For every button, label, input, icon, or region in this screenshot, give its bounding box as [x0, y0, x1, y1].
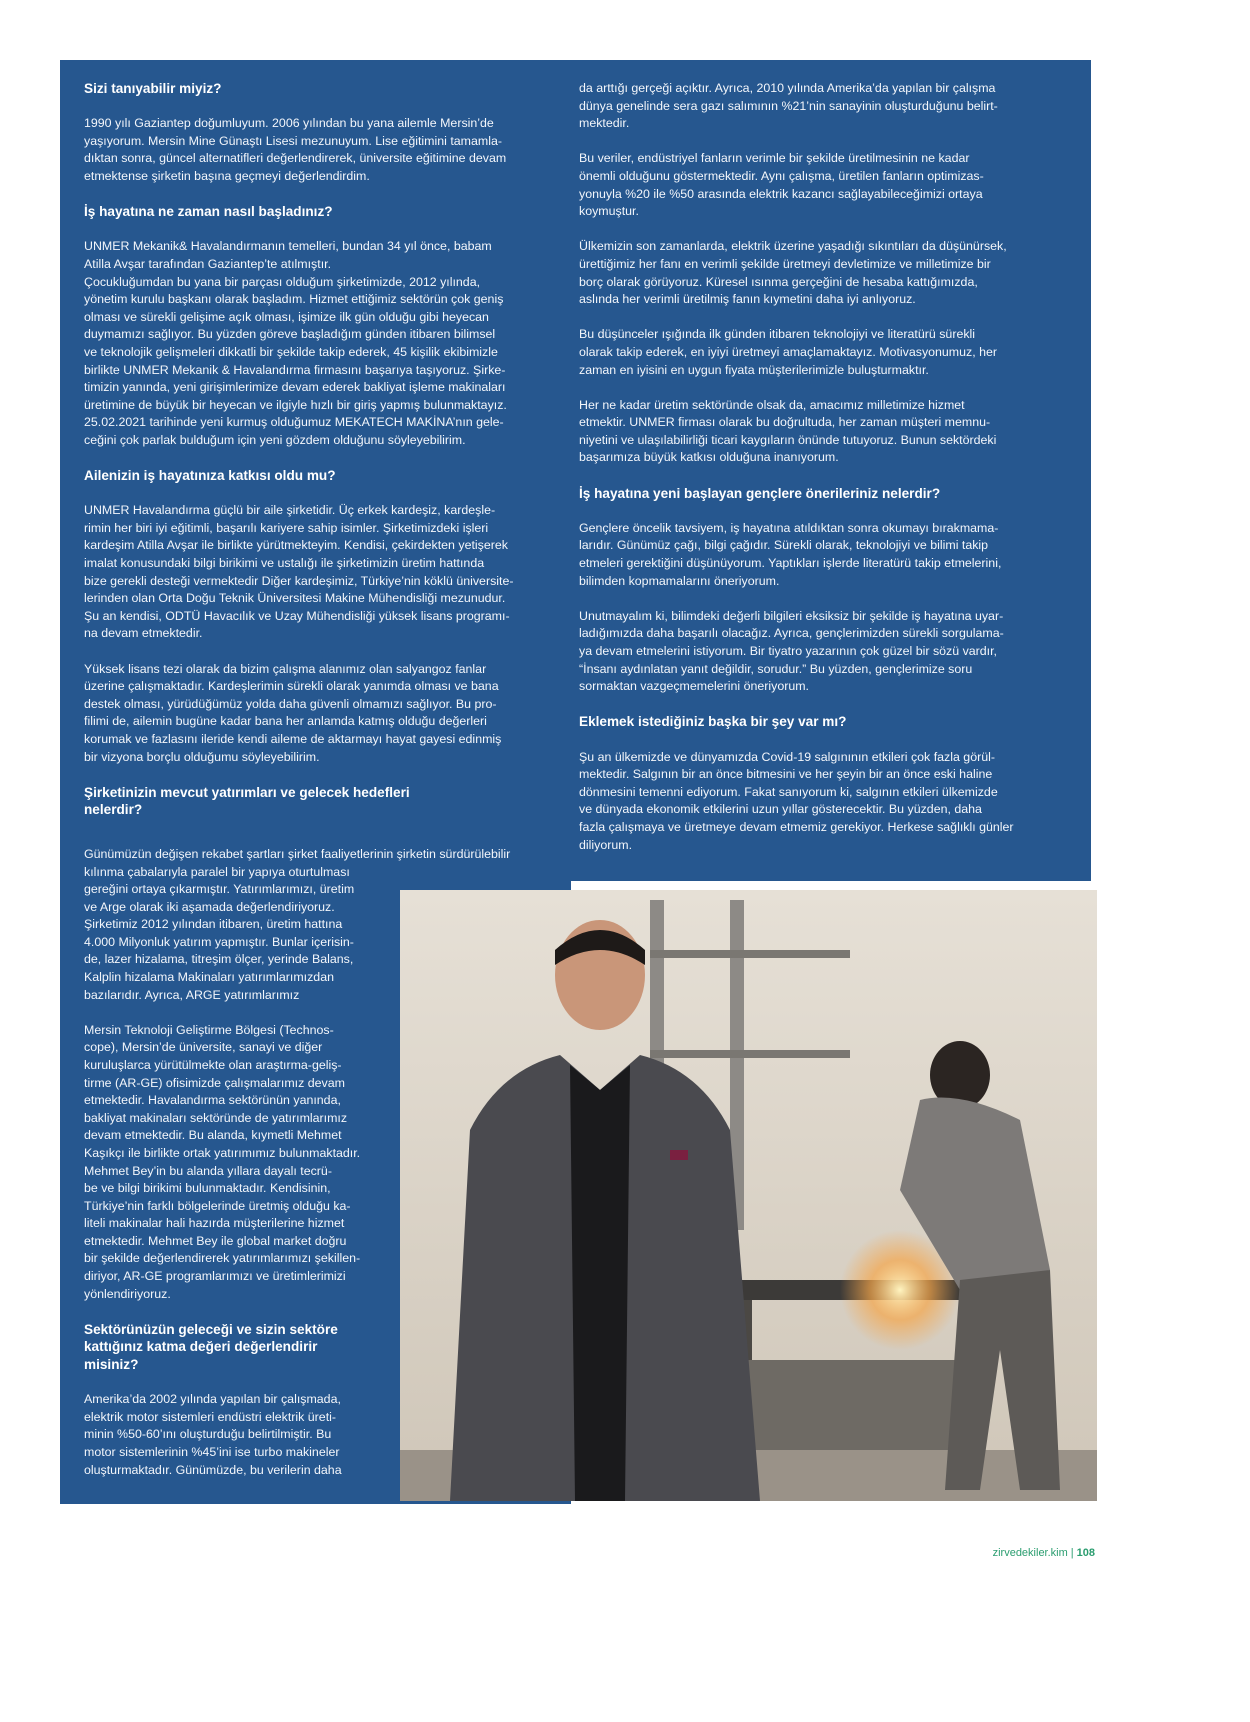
section-heading: Şirketinizin mevcut yatırımları ve gelecek hedefleri nelerdir? [84, 784, 410, 818]
body-paragraph: UNMER Mekanik& Havalandırmanın temelleri, bundan 34 yıl önce, babam Atilla Avşar tarafından Gaziantep’te atılmıştır. Çocukluğumdan bu yana bir parçası olduğum şirketimizde, 2012 yılında, yönetim kurulu başkanı olarak başladım. Hizmet ettiğimiz sektörün çok geniş olması ve sürekli gelişime açık olması, işimize ilk gün olduğu gibi heyecan duymamızı sağlıyor. Bu yüzden göreve başladığım günden itibaren bilimsel ve teknolojik gelişmeleri dikkatli bir şekilde takip ederek, 45 kişilik ekibimizle birlikte UNMER Mekanik & Havalandırma firmasını başarıya taşıyoruz. Şirke- timizin yanında, yeni girişimlerimize devam ederek bakliyat işleme makinaları üretimine de büyük bir heyecan ve ilgiyle hızlı bir giriş yapmış bulunmaktayız. 25.02.2021 tarihinde yeni kurmuş olduğumuz MEKATECH MAKİNA’nın gele- ceğini çok parlak bulduğum için yeni gözdem olduğunu söyleyebilirim. [84, 239, 507, 447]
left-column [84, 80, 562, 837]
body-paragraph: UNMER Havalandırma güçlü bir aile şirketidir. Üç erkek kardeşiz, kardeşle- rimin her biri iyi eğitimli, başarılı kariyere sahip isimler. Şirketimizdeki işleri kardeşim Atilla Avşar ile birlikte yürütmekteyim. Kendisi, çekirdekten yetişerek imalat konusundaki bilgi birikimi ve ustalığı ile şirketimizin üretim hattında bize gerekli desteği vermektedir Diğer kardeşimiz, Türkiye’nin köklü üniversite- lerinden olan Orta Doğu Teknik Üniversitesi Makine Mühendisliği mezunudur. Şu an kendisi, ODTÜ Havacılık ve Uzay Mühendisliği yüksek lisans programı- na devam etmektedir. [84, 503, 514, 641]
body-paragraph: Bu düşünceler ışığında ilk günden itibaren teknolojiyi ve literatürü sürekli olarak takip ederek, en iyiyi üretmeyi amaçlamaktayız. Motivasyonumuz, her zaman en iyisini en uygun fiyata müşterilerimizle buluşturmaktır. [579, 327, 998, 377]
section-heading: Sektörünüzün geleceği ve sizin sektöre kattığınız katma değeri değerlendirir misiniz? [84, 1321, 338, 1373]
body-paragraph: Ülkemizin son zamanlarda, elektrik üzerine yaşadığı sıkıntıları da düşünürsek, ürettiğimiz her fanı en verimli şekilde üretmeyi devletimize ve milletimize bir borç olarak görüyoruz. Küresel ısınma gerçeğini de hesaba kattığımızda, aslında her verimli üretilmiş fanın kıymetini daha iyi anlıyoruz. [579, 239, 1007, 307]
right-column [579, 80, 1079, 872]
body-paragraph: Mersin Teknoloji Geliştirme Bölgesi (Technos- cope), Mersin’de üniversite, sanayi ve diğer kuruluşlarca yürütülmekte olan araştırma-geliş- tirme (AR-GE) ofisimizde çalışmalarımız devam etmektedir. Havalandırma sektörünün yanında, bakliyat makinaları sektöründe de yatırımlarımız devam etmektedir. Bu alanda, kıymetli Mehmet Kaşıkçı ile birlikte ortak yatırımımız bulunmaktadır. Mehmet Bey’in bu alanda yıllara dayalı tecrü- be ve bilgi birikimi bulunmaktadır. Kendisinin, Türkiye’nin farklı bölgelerinde üretmiş olduğu ka- liteli makinalar hali hazırda müşterilerine hizmet etmektedir. Mehmet Bey ile global market doğru bir şekilde değerlendirerek yatırımlarımızı şekillen- diriyor, AR-GE programlarımızı ve üretimlerimizi yönlendiriyoruz. [84, 1022, 361, 1301]
body-paragraph: Bu veriler, endüstriyel fanların verimle bir şekilde üretilmesinin ne kadar önemli olduğunu göstermektedir. Aynı çalışma, üretilen fanların optimizas- yonuyla %20 ile %50 arasında elektrik kazancı sağlayabileceğimizi ortaya koymuştur. [579, 151, 984, 219]
section-heading: Ailenizin iş hayatınıza katkısı oldu mu? [84, 468, 336, 484]
left-lower-intro: Günümüzün değişen rekabet şartları şirket faaliyetlerinin şirketin sürdürülebilir kılınma çabalarıyla paralel bir yapıya oturtulması [84, 847, 511, 879]
body-paragraph: da arttığı gerçeği açıktır. Ayrıca, 2010 yılında Amerika’da yapılan bir çalışma dünya genelinde sera gazı salımının %21’nin sanayinin oluşturduğunu belirt- mektedir. [579, 81, 998, 131]
section-heading: Eklemek istediğiniz başka bir şey var mı? [579, 714, 847, 730]
footer-site: zirvedekiler.kim [992, 1547, 1068, 1559]
portrait-photo [400, 890, 1097, 1501]
section-heading: İş hayatına ne zaman nasıl başladınız? [84, 204, 333, 220]
body-paragraph: Amerika’da 2002 yılında yapılan bir çalışmada, elektrik motor sistemleri endüstri elektrik üreti- minin %50-60’ını oluşturduğu belirtilmiştir. Bu motor sistemlerinin %45’ini ise turbo makineler oluşturmaktadır. Günümüzde, bu verilerin daha [84, 1392, 342, 1477]
body-paragraph: Unutmayalım ki, bilimdeki değerli bilgileri eksiksiz bir şekilde iş hayatına uyar- ladığımızda daha başarılı olacağız. Ayrıca, gençlerimizden sürekli sorgulama- ya devam etmelerini istiyorum. Bir tiyatro yazarının çok güzel bir sözü vardır, “İnsanı aydınlatan yanıt değildir, sorudur.” Bu yüzden, gençlerimize soru sormaktan vazgeçmemelerini öneriyorum. [579, 608, 1004, 694]
page-number: 108 [1076, 1547, 1095, 1559]
body-paragraph: Şu an ülkemizde ve dünyamızda Covid-19 salgınının etkileri çok fazla görül- mektedir. Salgının bir an önce bitmesini ve her şeyin bir an önce eski haline dönmesini temenni ediyorum. Fakat sanıyorum ki, salgının etkileri ülkemizde ve dünyada ekonomik etkilerini uzun yıllar gösterecektir. Bu yüzden, daha fazla çalışmaya ve üretmeye devam etmemiz gerekiyor. Herkese sağlıklı günler diliyorum. [579, 749, 1014, 852]
left-lower-narrow [84, 881, 389, 1497]
left-lower-column [84, 846, 562, 881]
body-paragraph: Gençlere öncelik tavsiyem, iş hayatına atıldıktan sonra okumayı bırakmama- larıdır. Günümüz çağı, bilgi çağıdır. Sürekli olarak, teknolojiyi ve bilimi takip etmeleri gerektiğini düşünüyorum. Yaptıkları işlerde literatürü takip etmelerini, bilimden kopmamalarını öneriyorum. [579, 520, 1002, 588]
section-heading: İş hayatına yeni başlayan gençlere önerileriniz nelerdir? [579, 485, 941, 501]
body-paragraph: Her ne kadar üretim sektöründe olsak da, amacımız milletimize hizmet etmektir. UNMER firması olarak bu doğrultuda, her zaman müşteri memnu- niyetini ve ulaşılabilirliği ticari kaygıların önünde tutuyoruz. Bunun sektördeki başarımıza büyük katkısı olduğuna inanıyorum. [579, 397, 997, 465]
body-paragraph: 1990 yılı Gaziantep doğumluyum. 2006 yılından bu yana ailemle Mersin’de yaşıyorum. Mersin Mine Günaştı Lisesi mezunuyum. Lise eğitimini tamamla- dıktan sonra, güncel alternatifleri değerlendirerek, üniversite eğitimine devam etmektense şirketin başına geçmeyi değerlendirdim. [84, 116, 507, 183]
body-paragraph: gereğini ortaya çıkarmıştır. Yatırımlarımızı, üretim ve Arge olarak iki aşamada değerlendiriyoruz. Şirketimiz 2012 yılından itibaren, üretim hattına 4.000 Milyonluk yatırım yapmıştır. Bunlar içerisin- de, lazer hizalama, titreşim ölçer, yerinde Balans, Kalplin hizalama Makinaları yatırımlarımızdan bazılarıdır. Ayrıca, ARGE yatırımlarımız [84, 882, 355, 1002]
workshop-scene [400, 890, 1097, 1501]
section-heading: Sizi tanıyabilir miyiz? [84, 81, 222, 96]
body-paragraph: Yüksek lisans tezi olarak da bizim çalışma alanımız olan salyangoz fanlar üzerine çalışmaktadır. Kardeşlerimin sürekli olarak yanımda olması ve bana destek olması, yürüdüğümüz yolda daha güvenli olmamızı sağlıyor. Bu pro- filimi de, ailemin bugüne kadar bana her anlamda katmış olduğu değerleri korumak ve fazlasını ileride kendi aileme de aktarmayı hayat gayesi edinmiş bir vizyona borçlu olduğumu söyleyebilirim. [84, 661, 502, 764]
footer-separator: | [1070, 1547, 1074, 1559]
page-footer [993, 1547, 1095, 1559]
